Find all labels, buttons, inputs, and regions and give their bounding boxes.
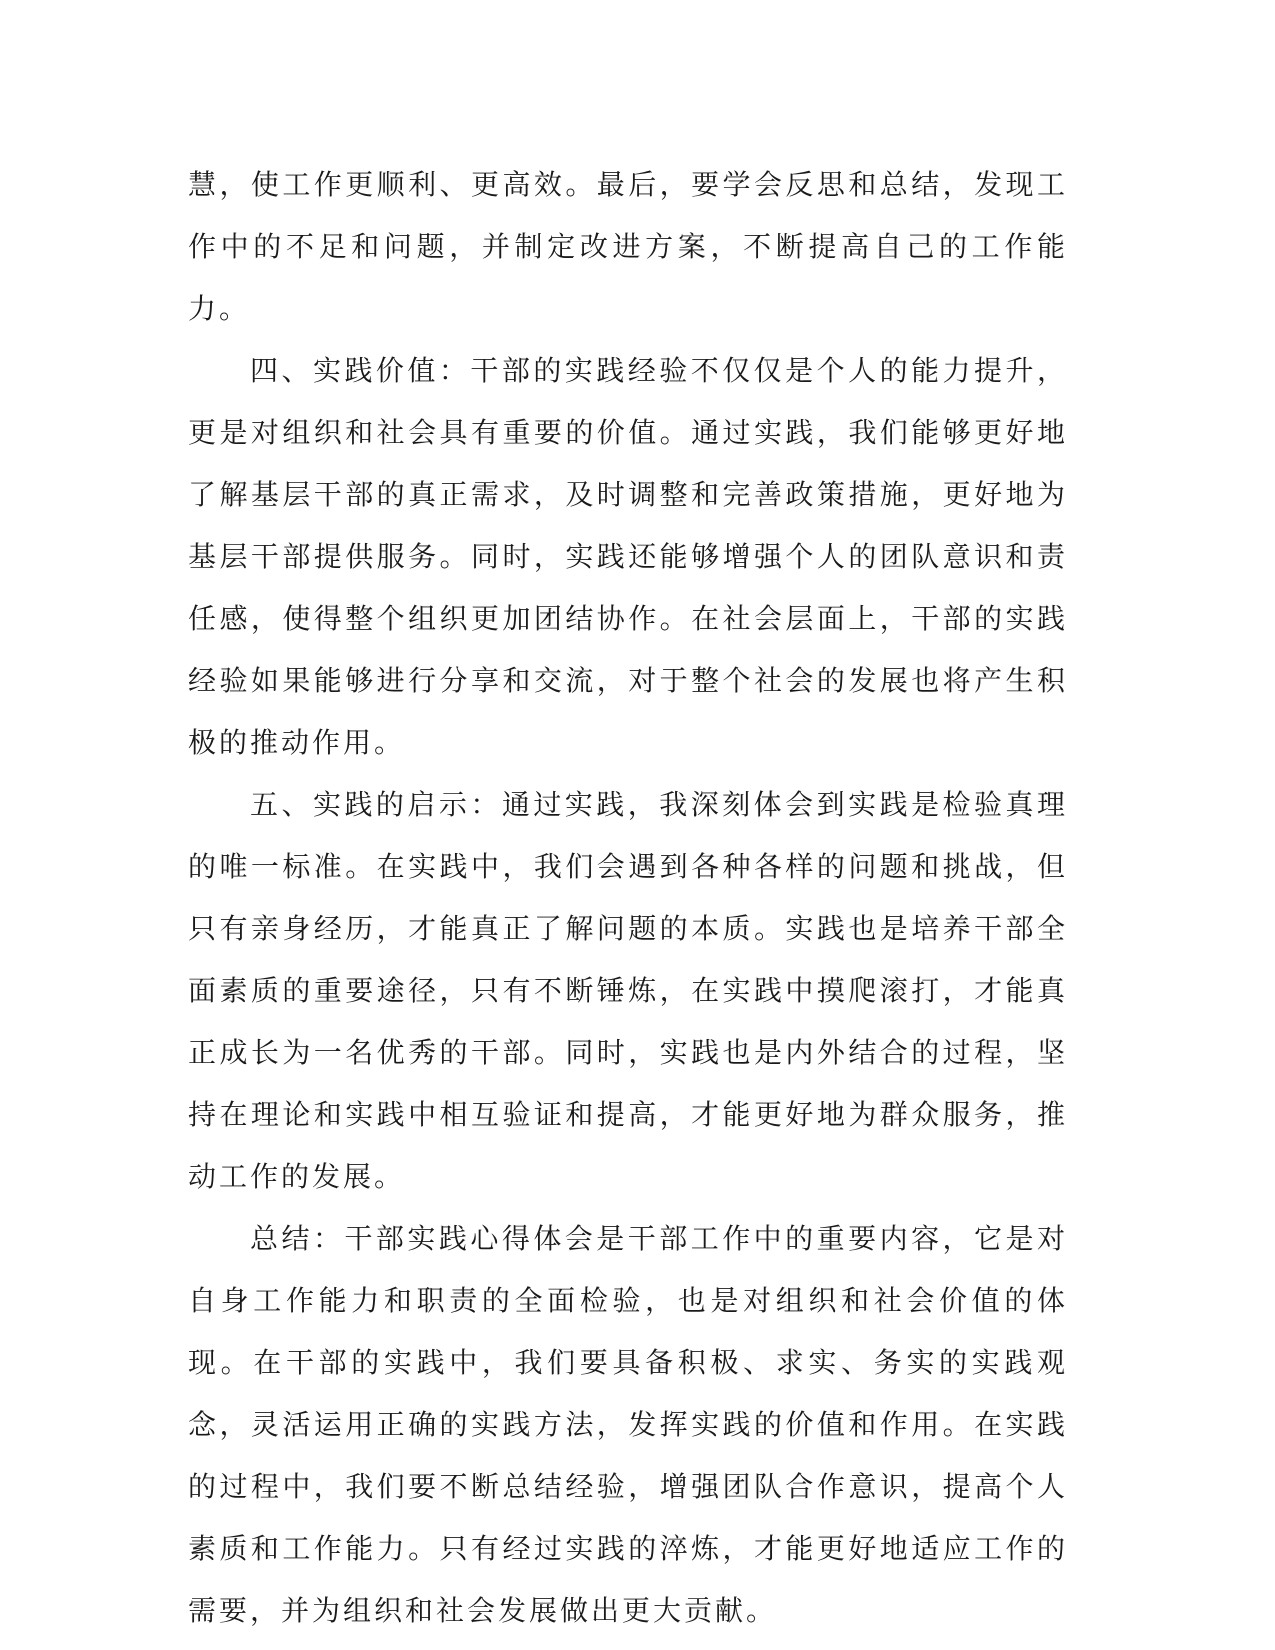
paragraph-practice-insights: 五、实践的启示：通过实践，我深刻体会到实践是检验真理的唯一标准。在实践中，我们会遇到各种各样的问题和挑战，但只有亲身经历，才能真正了解问题的本质。实践也是培养干部全面素质的重要途径，只有不断锤炼，在实践中摸爬滚打，才能真正成长为一名优秀的干部。同时，实践也是内外结合的过程，坚持在理论和实践中相互验证和提高，才能更好地为群众服务，推动工作的发展。 (188, 788, 1068, 1193)
paragraph-summary: 总结：干部实践心得体会是干部工作中的重要内容，它是对自身工作能力和职责的全面检验，也是对组织和社会价值的体现。在干部的实践中，我们要具备积极、求实、务实的实践观念，灵活运用正确的实践方法，发挥实践的价值和作用。在实践的过程中，我们要不断总结经验，增强团队合作意识，提高个人素质和工作能力。只有经过实践的淬炼，才能更好地适应工作的需要，并为组织和社会发展做出更大贡献。 (188, 1222, 1068, 1627)
paragraph-continuation: 慧，使工作更顺利、更高效。最后，要学会反思和总结，发现工作中的不足和问题，并制定改进方案，不断提高自己的工作能力。 (188, 168, 1068, 325)
document-body (188, 154, 1068, 1642)
paragraph-practice-value: 四、实践价值：干部的实践经验不仅仅是个人的能力提升，更是对组织和社会具有重要的价值。通过实践，我们能够更好地了解基层干部的真正需求，及时调整和完善政策措施，更好地为基层干部提供服务。同时，实践还能够增强个人的团队意识和责任感，使得整个组织更加团结协作。在社会层面上，干部的实践经验如果能够进行分享和交流，对于整个社会的发展也将产生积极的推动作用。 (188, 354, 1068, 759)
